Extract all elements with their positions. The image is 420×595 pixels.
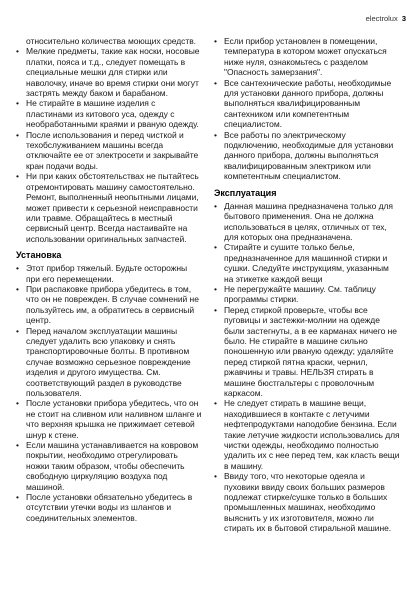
page-header — [366, 14, 406, 23]
list-item: • После установки обязательно убедитесь в отсутствии утечки воды из шлангов и соединительных элементов. — [16, 492, 202, 523]
installation-list — [16, 263, 202, 523]
list-item: • Не перегружайте машину. См. таблицу программы стирки. — [214, 284, 400, 305]
right-column — [214, 36, 400, 534]
brand-name: electrolux — [365, 14, 398, 23]
list-item: • Не следует стирать в машине вещи, находившиеся в контакте с летучими нефтепродуктами наподобие бензина. Если такие летучие жидкости использовались для чистки одежды, необходимо полностью удалить их с нее перед тем, как класть вещи в машину. — [214, 398, 400, 471]
list-item: • Ни при каких обстоятельствах не пытайтесь отремонтировать машину самостоятельно. Ремонт, выполненный неопытными лицами, может привести к серьезной неисправности или травме. Обращайтесь в местный сервисный центр. Всегда настаивайте на использовании оригинальных запчастей. — [16, 171, 202, 244]
list-item: • После использования и перед чисткой и техобслуживанием машины всегда отключайте ее от электросети и закрывайте кран подачи воды. — [16, 130, 202, 172]
list-item: • Если машина устанавливается на ковровом покрытии, необходимо отрегулировать ножки таким образом, чтобы обеспечить свободную циркуляцию воздуха под машиной. — [16, 440, 202, 492]
section-title-usage: Эксплуатация — [214, 187, 277, 198]
list-item: • После установки прибора убедитесь, что он не стоит на сливном или наливном шланге и что верхняя крышка не прижимает сетевой шнур к стене. — [16, 398, 202, 440]
list-item: • Ввиду того, что некоторые одеяла и пуховики ввиду своих больших размеров подлежат стирке/сушке только в больших промышленных машинах, необходимо выяснить у их изготовителя, можно ли стирать их в бытовой стиральной машине. — [214, 471, 400, 533]
list-item: • Перед стиркой проверьте, чтобы все пуговицы и застежки-молнии на одежде были застегнуты, а в ее карманах ничего не было. Не стирайте в машине сильно поношенную или рваную одежду; удаляйте перед стиркой пятна краски, чернил, ржавчины и травы. НЕЛЬЗЯ стирать в машине бюстгальтеры с проволочным каркасом. — [214, 305, 400, 399]
list-item: • Если прибор установлен в помещении, температура в котором может опускаться ниже нуля, ознакомьтесь с разделом "Опасность замерзания". — [214, 36, 400, 78]
list-item: • Не стирайте в машине изделия с пластинами из китового уса, одежду с необработанными краями и рваную одежду. — [16, 98, 202, 129]
list-item: • Перед началом эксплуатации машины следует удалить всю упаковку и снять транспортировочные болты. В противном случае возможно серьезное повреждение изделия и другого имущества. См. соответствующий раздел в руководстве пользователя. — [16, 326, 202, 399]
list-item: • Стирайте и сушите только белье, предназначенное для машинной стирки и сушки. Следуйте инструкциям, указанным на этикетке каждой вещи — [214, 242, 400, 284]
left-column — [16, 36, 202, 523]
left-list-top — [16, 36, 202, 244]
list-item: • Все сантехнические работы, необходимые для установки данного прибора, должны выполняться квалифицированным сантехником или компетентным специалистом. — [214, 78, 400, 130]
list-item: • Данная машина предназначена только для бытового применения. Она не должна использоваться в целях, отличных от тех, для которых она предназначена. — [214, 201, 400, 243]
page-number: 3 — [401, 14, 406, 23]
list-item: • Все работы по электрическому подключению, необходимые для установки данного прибора, должны выполняться квалифицированным электриком или компетентным специалистом. — [214, 130, 400, 182]
list-item: • Мелкие предметы, такие как носки, носовые платки, пояса и т.д., следует помещать в специальные мешки для стирки или наволочку, иначе во время стирки они могут застрять между баком и барабаном. — [16, 46, 202, 98]
list-item: • Этот прибор тяжелый. Будьте осторожны при его перемещении. — [16, 263, 202, 284]
list-item: относительно количества моющих средств. — [26, 36, 196, 46]
right-list-top — [214, 36, 400, 182]
section-title-installation: Установка — [16, 250, 62, 261]
list-item: • При распаковке прибора убедитесь в том, что он не поврежден. В случае сомнений не пользуйтесь им, а обратитесь в сервисный центр. — [16, 284, 202, 326]
usage-list — [214, 201, 400, 534]
